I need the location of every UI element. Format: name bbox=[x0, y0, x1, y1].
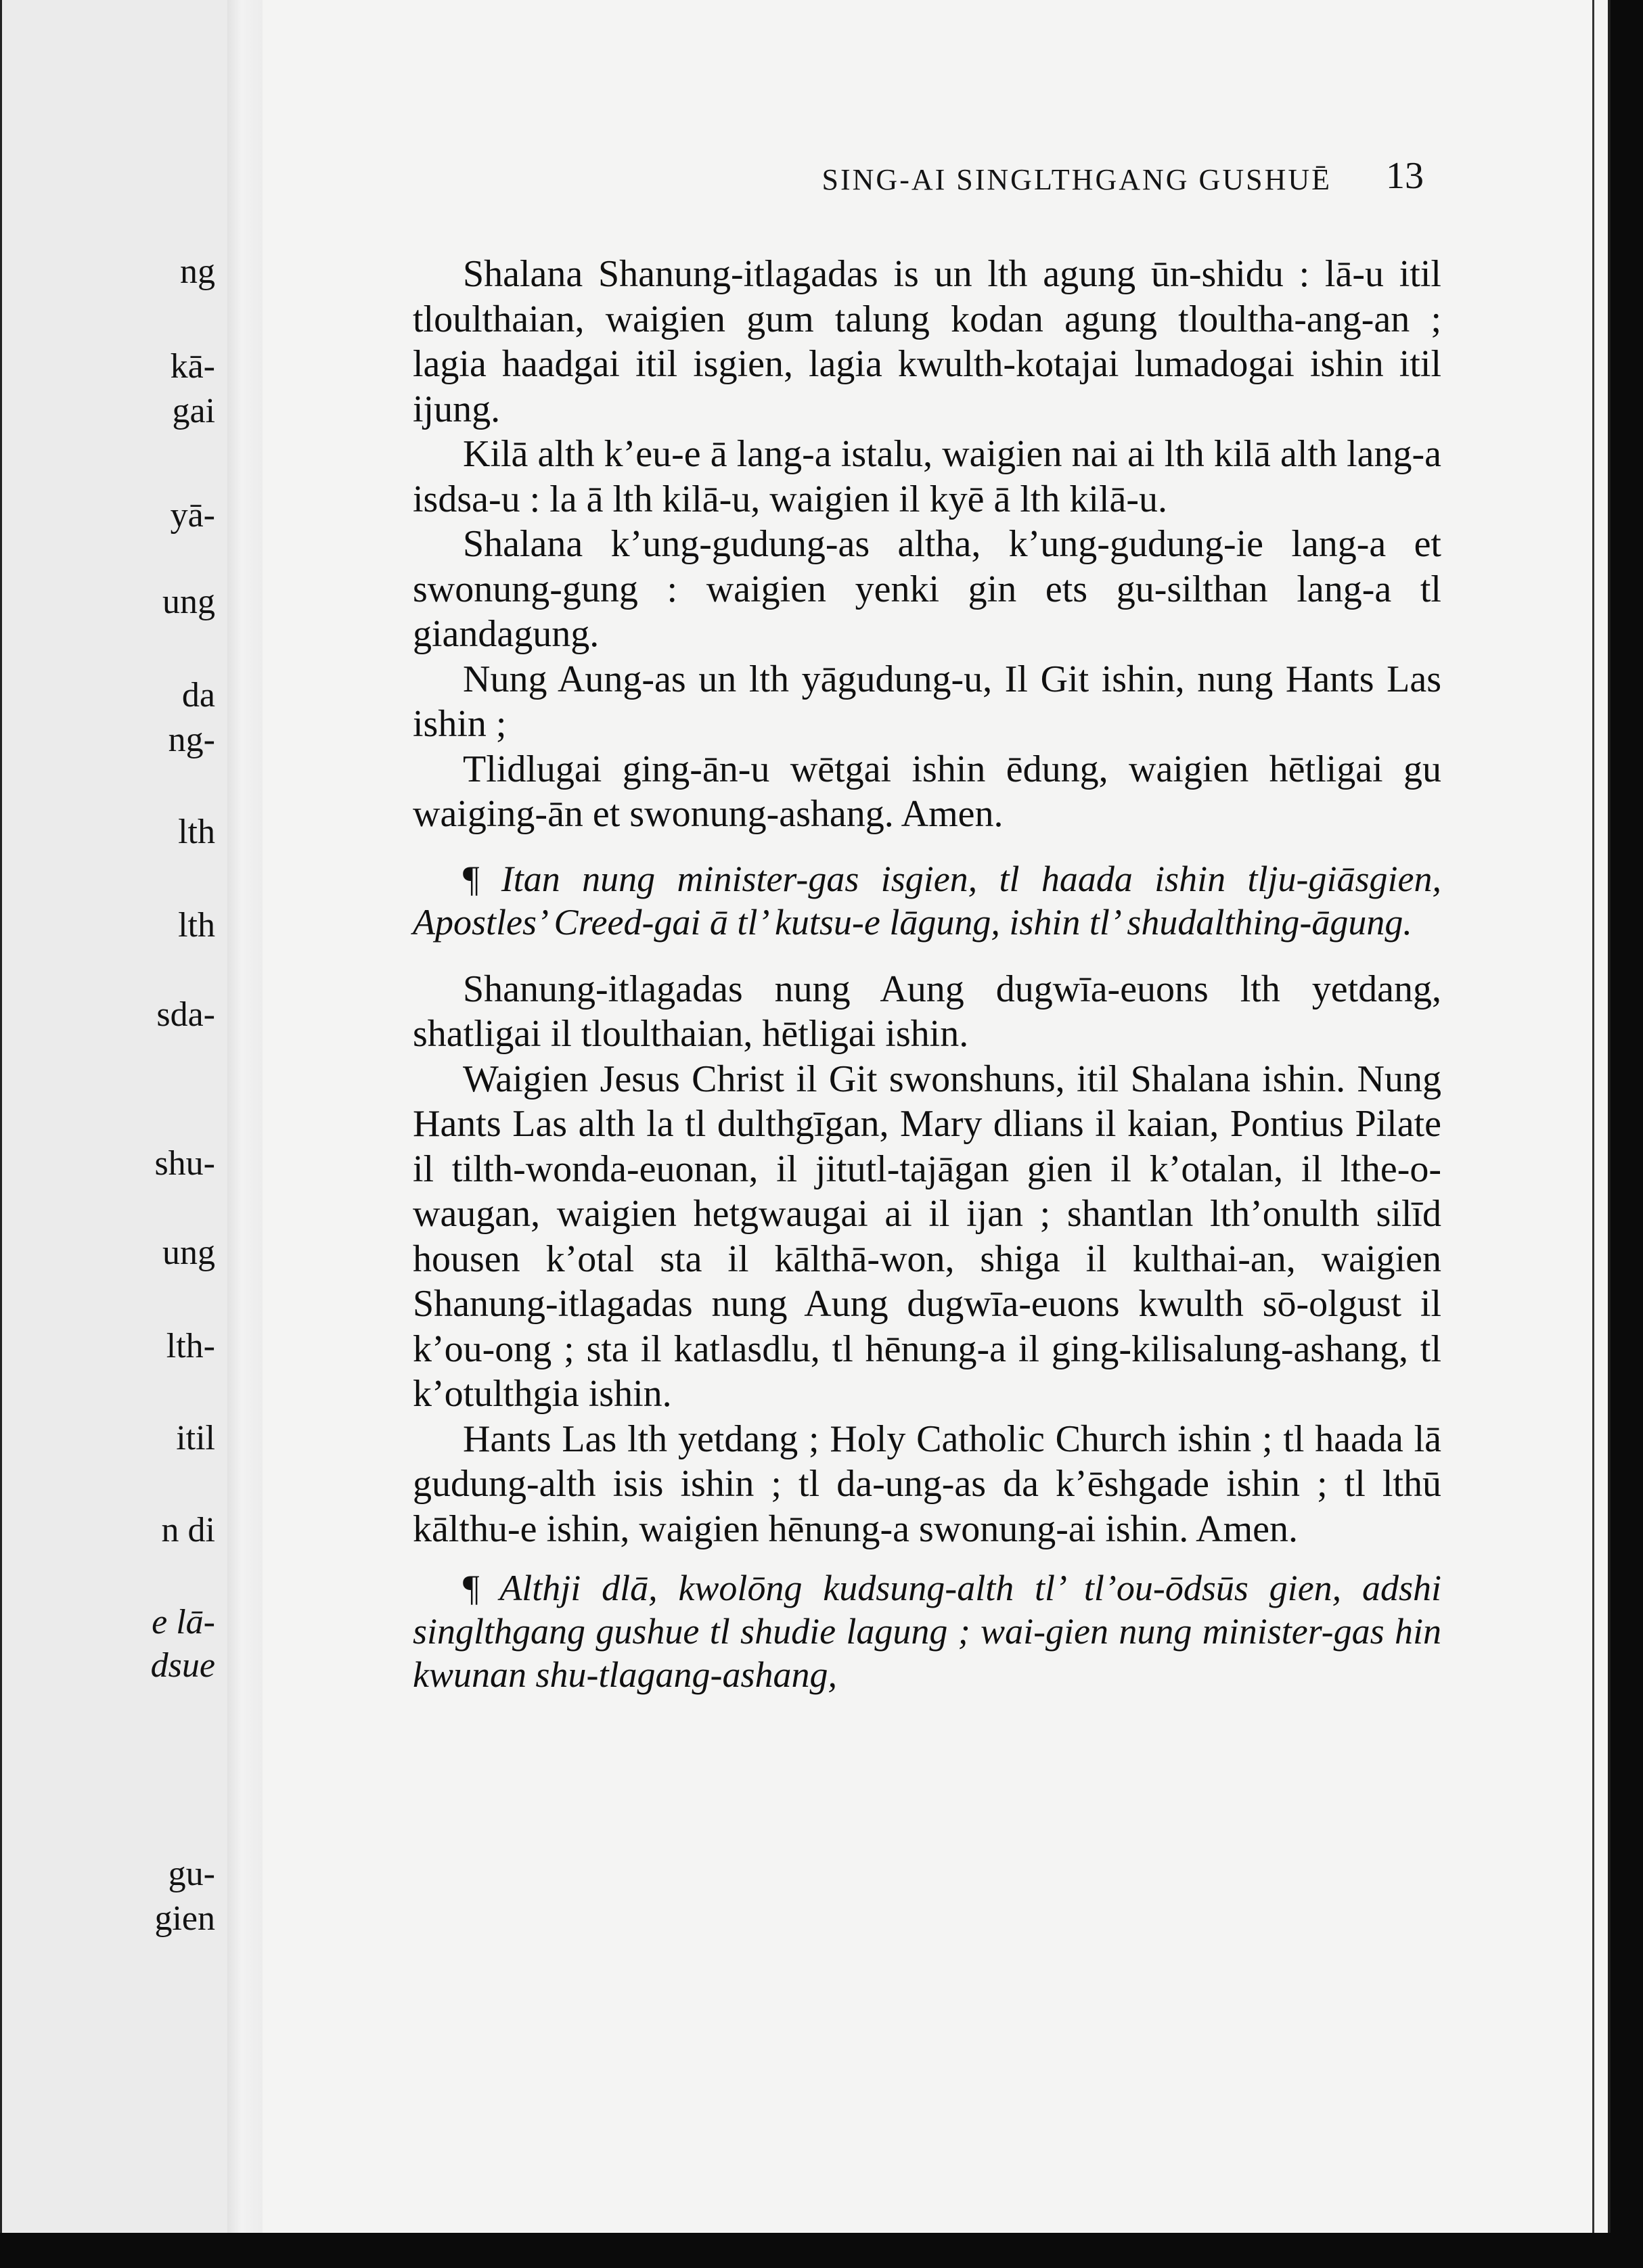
paragraph: Shalana k’ung-gudung-as altha, k’ung-gudung-ie lang-a et swonung-gung : waigien yenki gin ets gu-silthan lang-a tl giandagung. bbox=[413, 523, 1441, 655]
left-facing-page bbox=[0, 0, 231, 2233]
left-page-fragment: e lā- bbox=[152, 1603, 215, 1641]
left-page-fragment: ung bbox=[162, 1233, 215, 1272]
left-page-fragment: shu- bbox=[154, 1144, 215, 1183]
page-edge-line bbox=[1592, 0, 1594, 2233]
left-page-fragment: n di bbox=[161, 1511, 215, 1549]
paragraph: Shanung-itlagadas nung Aung dugwīa-euons lth yetdang, shatligai il tloulthaian, hētligai ishin. bbox=[413, 968, 1441, 1055]
rubric-instruction bbox=[413, 1566, 1441, 1696]
left-page-fragment: lth bbox=[178, 906, 215, 945]
pilcrow-icon: ¶ bbox=[463, 858, 480, 899]
left-page-fragment: gai bbox=[172, 392, 215, 430]
body-text bbox=[413, 252, 1441, 1696]
left-page-fragment: da bbox=[181, 676, 215, 715]
paragraph: Waigien Jesus Christ il Git swonshuns, itil Shalana ishin. Nung Hants Las alth la tl dulthgīgan, Mary dlians il kaian, Pontius Pilate il tilth-wonda-euonan, il jitutl-tajāgan gien il k’otalan, il lthe-o-waugan, waigien hetgwaugai ai il ijan ; shantlan lth’onulth silīd housen k’otal sta il kālthā-won, shiga il kulthai-an, waigien Shanung-itlagadas nung Aung dugwīa-euons kwulth sō-olgust il k’ou-ong ; sta il katlasdlu, tl hēnung-a il ging-kilisalung-ashang, tl k’otulthgia ishin. bbox=[413, 1058, 1441, 1415]
left-page-fragment: gien bbox=[154, 1899, 215, 1938]
paragraph: Shalana Shanung-itlagadas is un lth agung ūn-shidu : lā-u itil tloulthaian, waigien gum talung kodan agung tloultha-ang-an ; lagia haadgai itil isgien, lagia kwulth-kotajai lumadogai ishin itil ijung. bbox=[413, 253, 1441, 430]
left-page-fragment: sda- bbox=[156, 995, 215, 1034]
pilcrow-icon: ¶ bbox=[463, 1568, 480, 1608]
running-head: SING-AI SINGLTHGANG GUSHUĒ bbox=[822, 163, 1332, 196]
left-page-fragment: ung bbox=[162, 583, 215, 621]
left-page-fragment: lth bbox=[178, 813, 215, 851]
left-page-fragment: itil bbox=[176, 1419, 215, 1457]
right-page bbox=[263, 0, 1611, 2233]
page-number: 13 bbox=[1386, 155, 1424, 197]
left-page-fragment: kā- bbox=[170, 347, 215, 386]
book-gutter bbox=[227, 0, 265, 2233]
scan-background-band bbox=[0, 2233, 1643, 2268]
left-page-fragment: lth- bbox=[166, 1327, 215, 1365]
paragraph: Kilā alth k’eu-e ā lang-a istalu, waigien nai ai lth kilā alth lang-a isdsa-u : la ā lth kilā-u, waigien il kyē ā lth kilā-u. bbox=[413, 433, 1441, 520]
rubric-text: Althji dlā, kwolōng kudsung-alth tl’ tl’ou-ōdsūs gien, adshi singlthgang gushue tl shudie lagung ; wai-gien nung minister-gas hin kwunan shu-tlagang-ashang, bbox=[413, 1568, 1441, 1695]
rubric-instruction bbox=[413, 857, 1441, 944]
left-page-fragment: ng bbox=[180, 252, 215, 291]
left-page-edge bbox=[0, 0, 2, 2233]
paragraph: Hants Las lth yetdang ; Holy Catholic Church ishin ; tl haada lā gudung-alth isis ishin ; tl da-ung-as da k’ēshgade ishin ; tl lthū kālthu-e ishin, waigien hēnung-a swonung-ai ishin. Amen. bbox=[413, 1418, 1441, 1550]
left-page-fragment: ng- bbox=[168, 721, 215, 759]
left-page-fragment: yā- bbox=[170, 496, 215, 535]
rubric-text: Itan nung minister-gas isgien, tl haada ishin tlju-giāsgien, Apostles’ Creed-gai ā tl’ kutsu-e lāgung, ishin tl’ shudalthing-āgung. bbox=[413, 858, 1441, 943]
left-page-fragment: dsue bbox=[150, 1646, 215, 1685]
paragraph: Tlidlugai ging-ān-u wētgai ishin ēdung, waigien hētligai gu waiging-ān et swonung-ashang. Amen. bbox=[413, 748, 1441, 835]
paragraph: Nung Aung-as un lth yāgudung-u, Il Git ishin, nung Hants Las ishin ; bbox=[413, 658, 1441, 745]
left-page-fragment: gu- bbox=[168, 1855, 215, 1893]
